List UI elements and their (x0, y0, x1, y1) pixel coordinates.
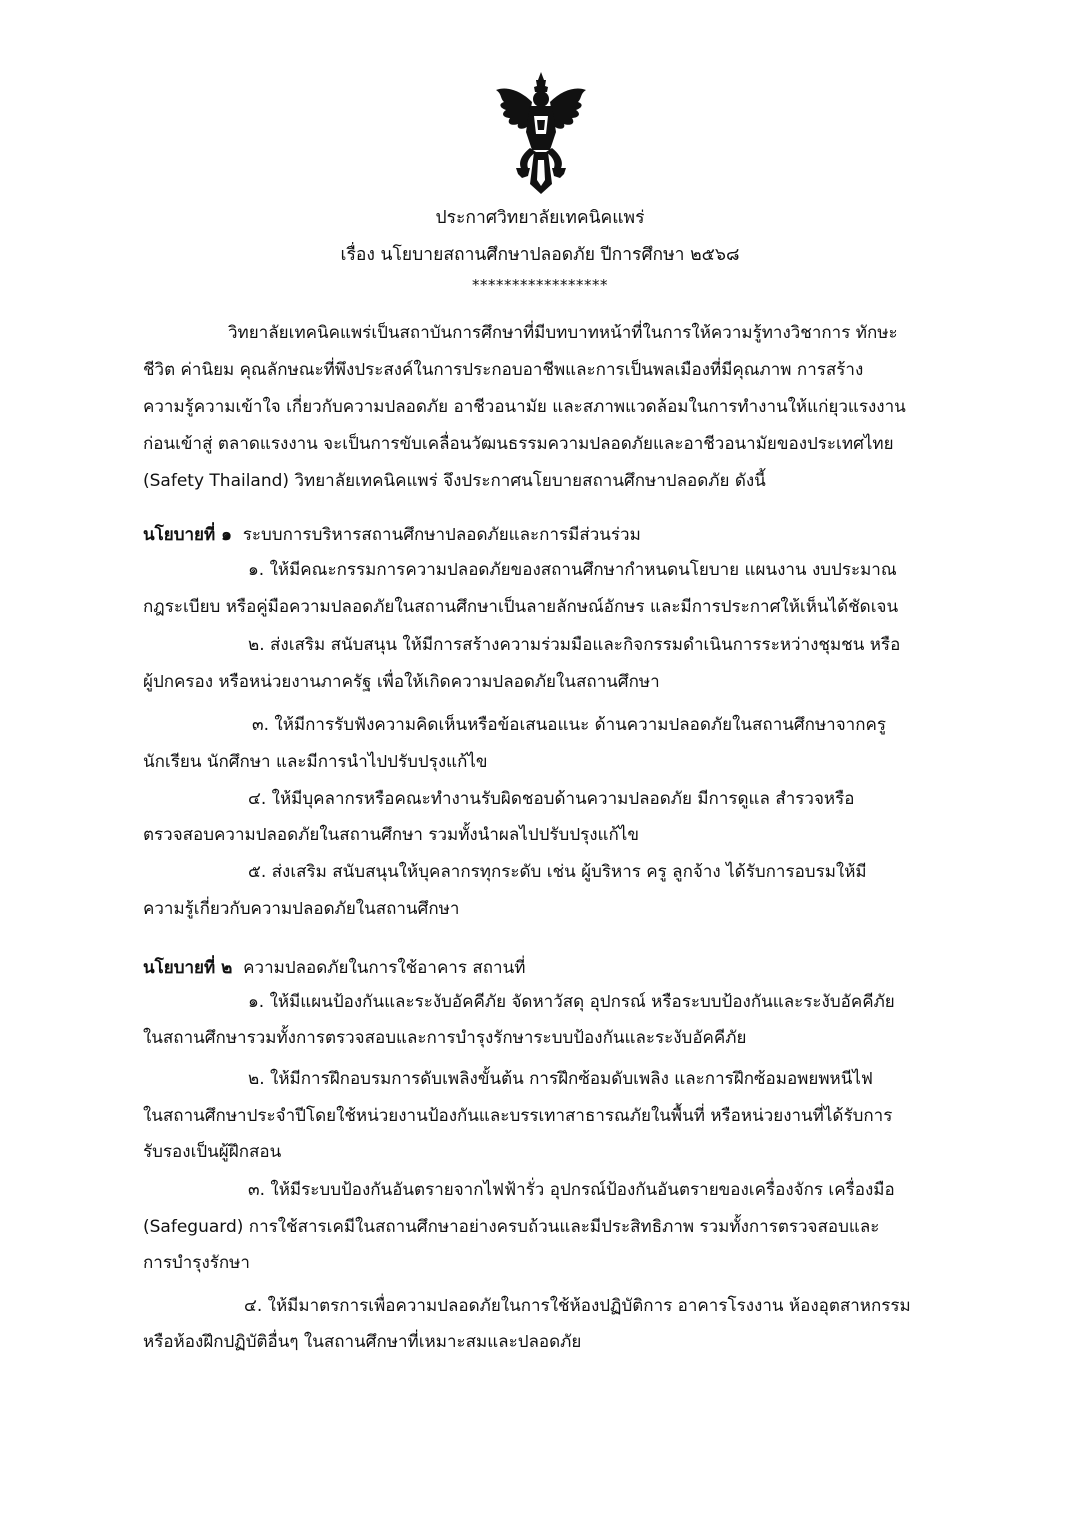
policy-item-continuation: การบำรุงรักษา (143, 1253, 250, 1273)
policy-item-continuation: ความรู้เกี่ยวกับความปลอดภัยในสถานศึกษา (143, 899, 460, 919)
separator: ***************** (472, 276, 608, 294)
policy-heading (143, 955, 525, 981)
intro-line: (Safety Thailand) วิทยาลัยเทคนิคแพร่ จึงประกาศนโยบายสถานศึกษาปลอดภัย ดังนี้ (143, 471, 766, 491)
policy-item-continuation: ในสถานศึกษารวมทั้งการตรวจสอบและการบำรุงรักษาระบบป้องกันและระงับอัคคีภัย (143, 1028, 747, 1048)
garuda-emblem-icon (494, 72, 588, 194)
policy-item-continuation: รับรองเป็นผู้ฝึกสอน (143, 1142, 282, 1162)
policy-item-continuation: ผู้ปกครอง หรือหน่วยงานภาครัฐ เพื่อให้เกิดความปลอดภัยในสถานศึกษา (143, 672, 660, 692)
policy-item: ๑. ให้มีคณะกรรมการความปลอดภัยของสถานศึกษากำหนดนโยบาย แผนงาน งบประมาณ (248, 560, 897, 580)
policy-item: ๓. ให้มีการรับฟังความคิดเห็นหรือข้อเสนอแนะ ด้านความปลอดภัยในสถานศึกษาจากครู (252, 715, 886, 735)
intro-line: ก่อนเข้าสู่ ตลาดแรงงาน จะเป็นการขับเคลื่อนวัฒนธรรมความปลอดภัยและอาชีวอนามัยของประเทศไทย (143, 434, 894, 454)
policy-label: นโยบายที่ ๑ (143, 525, 232, 545)
policy-title: ระบบการบริหารสถานศึกษาปลอดภัยและการมีส่วนร่วม (242, 525, 641, 545)
policy-item: ๒. ให้มีการฝึกอบรมการดับเพลิงขั้นต้น การฝึกซ้อมดับเพลิง และการฝึกซ้อมอพยพหนีไฟ (248, 1069, 873, 1089)
policy-item: ๔. ให้มีบุคลากรหรือคณะทำงานรับผิดชอบด้านความปลอดภัย มีการดูแล สำรวจหรือ (248, 789, 855, 809)
policy-item: ๕. ส่งเสริม สนับสนุนให้บุคลากรทุกระดับ เช่น ผู้บริหาร ครู ลูกจ้าง ได้รับการอบรมให้มี (248, 862, 867, 882)
intro-line: ชีวิต ค่านิยม คุณลักษณะที่พึงประสงค์ในการประกอบอาชีพและการเป็นพลเมืองที่มีคุณภาพ การสร้าง (143, 360, 864, 380)
policy-item-continuation: กฎระเบียบ หรือคู่มือความปลอดภัยในสถานศึกษาเป็นลายลักษณ์อักษร และมีการประกาศให้เห็นได้ชัดเจน (143, 597, 899, 617)
policy-title: ความปลอดภัยในการใช้อาคาร สถานที่ (243, 958, 526, 978)
policy-item: ๒. ส่งเสริม สนับสนุน ให้มีการสร้างความร่วมมือและกิจกรรมดำเนินการระหว่างชุมชน หรือ (248, 635, 901, 655)
policy-item-continuation: ตรวจสอบความปลอดภัยในสถานศึกษา รวมทั้งนำผลไปปรับปรุงแก้ไข (143, 825, 639, 845)
intro-line: วิทยาลัยเทคนิคแพร่เป็นสถาบันการศึกษาที่มีบทบาทหน้าที่ในการให้ความรู้ทางวิชาการ ทักษะ (228, 323, 898, 343)
policy-item-continuation: (Safeguard) การใช้สารเคมีในสถานศึกษาอย่างครบถ้วนและมีประสิทธิภาพ รวมทั้งการตรวจสอบและ (143, 1217, 880, 1237)
document-subject: เรื่อง นโยบายสถานศึกษาปลอดภัย ปีการศึกษา ๒๕๖๘ (340, 245, 740, 265)
policy-item-continuation: นักเรียน นักศึกษา และมีการนำไปปรับปรุงแก้ไข (143, 752, 488, 772)
policy-item-continuation: ในสถานศึกษาประจำปีโดยใช้หน่วยงานป้องกันและบรรเทาสาธารณภัยในพื้นที่ หรือหน่วยงานที่ได้รับการ (143, 1106, 893, 1126)
policy-label: นโยบายที่ ๒ (143, 958, 233, 978)
policy-item: ๔. ให้มีมาตรการเพื่อความปลอดภัยในการใช้ห้องปฏิบัติการ อาคารโรงงาน ห้องอุตสาหกรรม (244, 1296, 911, 1316)
policy-item: ๑. ให้มีแผนป้องกันและระงับอัคคีภัย จัดหาวัสดุ อุปกรณ์ หรือระบบป้องกันและระงับอัคคีภัย (248, 992, 895, 1012)
policy-item: ๓. ให้มีระบบป้องกันอันตรายจากไฟฟ้ารั่ว อุปกรณ์ป้องกันอันตรายของเครื่องจักร เครื่องมือ (248, 1180, 895, 1200)
page-title: ประกาศวิทยาลัยเทคนิคแพร่ (435, 208, 645, 228)
intro-line: ความรู้ความเข้าใจ เกี่ยวกับความปลอดภัย อาชีวอนามัย และสภาพแวดล้อมในการทำงานให้แก่ยุวแรงงาน (143, 397, 906, 417)
policy-item-continuation: หรือห้องฝึกปฏิบัติอื่นๆ ในสถานศึกษาที่เหมาะสมและปลอดภัย (143, 1332, 582, 1352)
policy-heading (143, 522, 641, 548)
